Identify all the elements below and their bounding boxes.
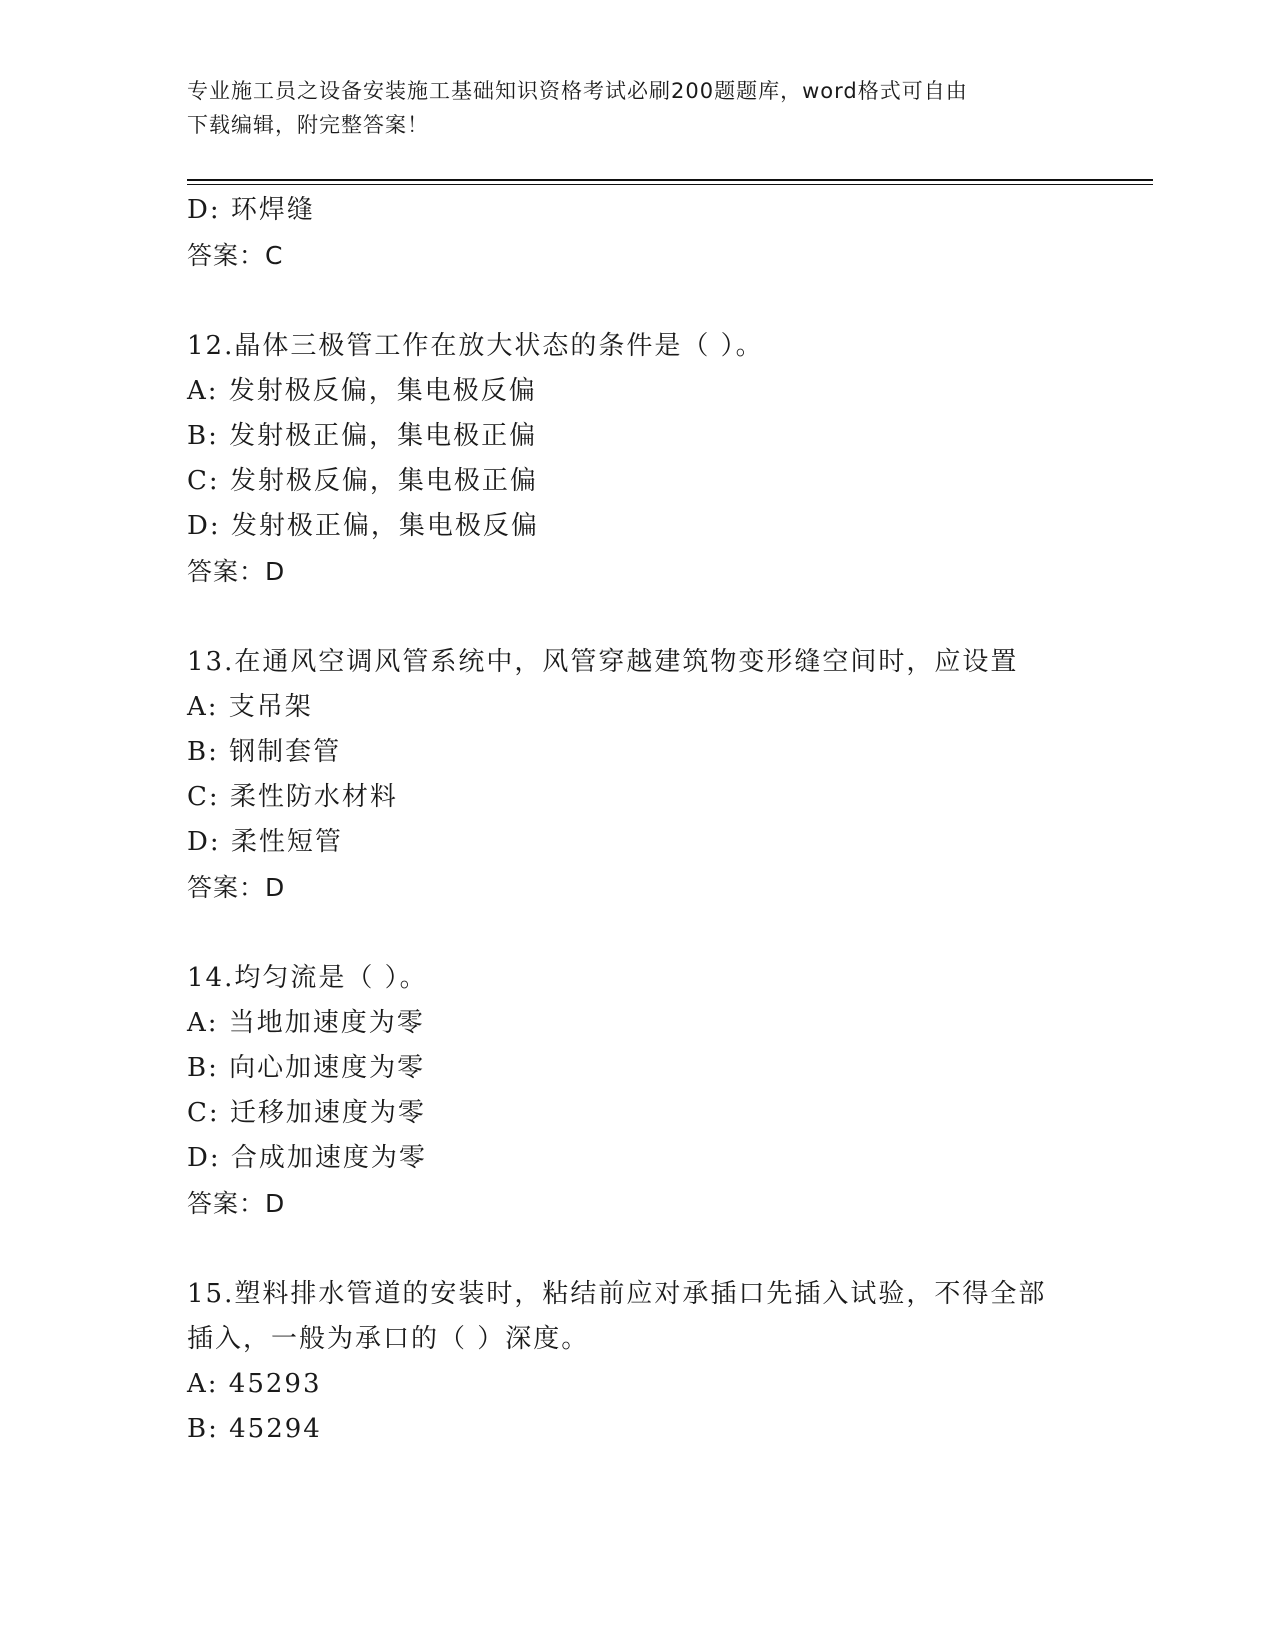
option-c: C: 柔性防水材料: [187, 782, 398, 812]
answer-line: 答案：D: [187, 557, 286, 586]
header-rule-thin: [187, 184, 1153, 185]
question-stem: 12.晶体三极管工作在放大状态的条件是（ ）。: [187, 331, 764, 361]
spacer: [187, 1226, 1153, 1272]
spacer: [187, 594, 1153, 640]
answer-line: 答案：D: [187, 873, 286, 902]
question-stem: 13.在通风空调风管系统中，风管穿越建筑物变形缝空间时，应设置: [187, 647, 1019, 677]
answer-line: 答案：D: [187, 1189, 286, 1218]
option-d: D: 合成加速度为零: [187, 1143, 427, 1173]
question-13: [187, 640, 1153, 910]
option-d: D: 发射极正偏，集电极反偏: [187, 511, 539, 541]
question-stem-line-1: 15.塑料排水管道的安装时，粘结前应对承插口先插入试验，不得全部: [187, 1279, 1047, 1309]
option-b: B: 向心加速度为零: [187, 1053, 426, 1083]
option-b: B: 45294: [187, 1414, 322, 1444]
question-stem-line-2: 插入，一般为承口的（ ）深度。: [187, 1324, 590, 1354]
header-line-2: 下载编辑，附完整答案！: [187, 113, 429, 137]
option-b: B: 钢制套管: [187, 737, 342, 767]
option-b: B: 发射极正偏，集电极正偏: [187, 421, 538, 451]
header-line-1: 专业施工员之设备安装施工基础知识资格考试必刷200题题库，word格式可自由: [187, 79, 968, 103]
option-a: A: 发射极反偏，集电极反偏: [187, 376, 537, 406]
question-14: [187, 956, 1153, 1226]
question-stem: 14.均匀流是（ ）。: [187, 963, 428, 993]
option-a: A: 当地加速度为零: [187, 1008, 425, 1038]
spacer: [187, 278, 1153, 324]
answer-line: 答案：C: [187, 241, 284, 270]
spacer: [187, 910, 1153, 956]
option-d: D: 环焊缝: [187, 195, 315, 225]
header-rule-thick: [187, 179, 1153, 181]
question-list: [187, 188, 1153, 1452]
option-a: A: 支吊架: [187, 692, 313, 722]
option-c: C: 发射极反偏，集电极正偏: [187, 466, 538, 496]
option-d: D: 柔性短管: [187, 827, 343, 857]
question-11-tail: [187, 188, 1153, 278]
question-12: [187, 324, 1153, 594]
option-c: C: 迁移加速度为零: [187, 1098, 426, 1128]
document-header: [187, 74, 1087, 142]
question-15: [187, 1272, 1153, 1452]
option-a: A: 45293: [187, 1369, 322, 1399]
